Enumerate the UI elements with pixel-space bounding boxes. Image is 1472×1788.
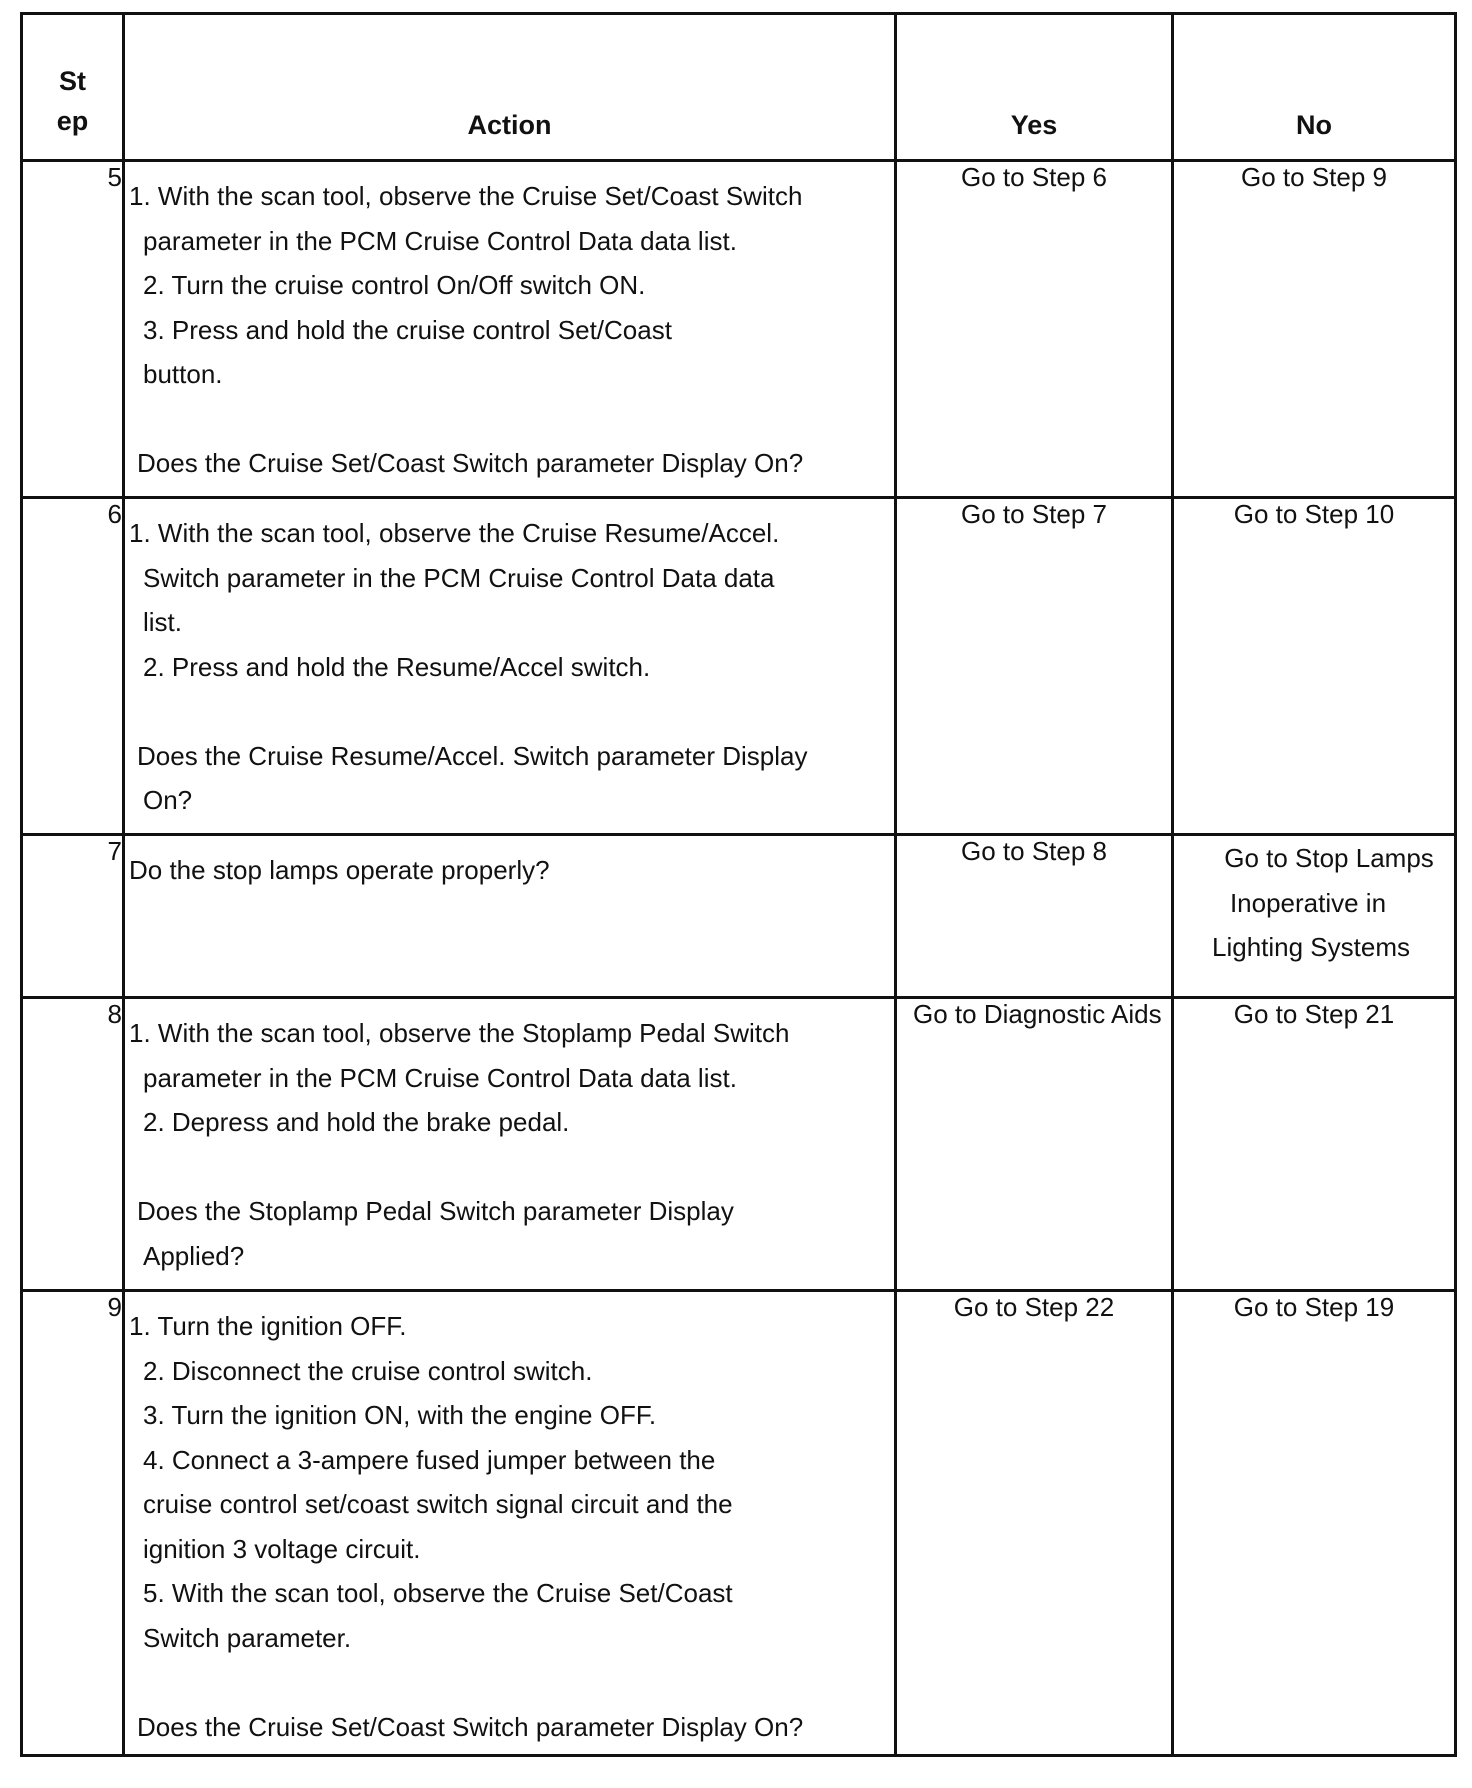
- header-yes: Yes: [896, 14, 1173, 161]
- action-cell: [124, 1291, 896, 1756]
- action-line: 1. With the scan tool, observe the Cruise Resume/Accel.: [129, 518, 780, 548]
- no-line: Lighting Systems: [1212, 932, 1410, 962]
- diagnostic-table: [20, 12, 1457, 1757]
- yes-cell: Go to Step 22: [896, 1291, 1173, 1756]
- yes-cell: [896, 998, 1173, 1291]
- action-line: parameter in the PCM Cruise Control Data data list.: [143, 225, 737, 256]
- action-line: 4. Connect a 3-ampere fused jumper between the: [143, 1444, 716, 1475]
- action-line: list.: [143, 607, 182, 637]
- action-question: Do the stop lamps operate properly?: [129, 855, 550, 885]
- action-cell: [124, 835, 896, 998]
- header-row: [22, 14, 1456, 161]
- action-line: ignition 3 voltage circuit.: [143, 1533, 421, 1564]
- table-row: [22, 998, 1456, 1291]
- action-question: On?: [143, 785, 193, 815]
- action-line: 5. With the scan tool, observe the Cruise Set/Coast: [143, 1578, 733, 1608]
- table-row: [22, 498, 1456, 835]
- action-question: Does the Cruise Set/Coast Switch parameter Display On?: [137, 1711, 804, 1742]
- action-question: Does the Stoplamp Pedal Switch parameter Display: [137, 1196, 734, 1226]
- action-line: 1. Turn the ignition OFF.: [129, 1311, 407, 1341]
- step-number: 5: [22, 161, 124, 498]
- action-line: 3. Turn the ignition ON, with the engine OFF.: [143, 1400, 657, 1430]
- yes-cell: Go to Step 8: [896, 835, 1173, 998]
- action-question: Does the Cruise Set/Coast Switch parameter Display On?: [137, 448, 804, 478]
- action-line: 2. Turn the cruise control On/Off switch ON.: [143, 270, 646, 300]
- action-line: 2. Disconnect the cruise control switch.: [143, 1355, 593, 1386]
- action-line: button.: [143, 359, 223, 389]
- header-step-line1: St: [59, 66, 86, 96]
- step-number: 6: [22, 498, 124, 835]
- action-question: Does the Cruise Resume/Accel. Switch parameter Display: [137, 740, 808, 771]
- action-cell: [124, 998, 896, 1291]
- yes-cell: Go to Step 7: [896, 498, 1173, 835]
- action-line: [125, 1145, 894, 1190]
- action-question: Applied?: [143, 1240, 245, 1271]
- no-line: Go to Stop Lamps: [1224, 843, 1434, 873]
- action-line: 1. With the scan tool, observe the Cruise Set/Coast Switch: [129, 181, 803, 211]
- table-row: [22, 835, 1456, 998]
- no-cell: [1173, 835, 1456, 998]
- action-cell: [124, 498, 896, 835]
- header-step-line2: ep: [56, 106, 89, 136]
- no-cell: Go to Step 21: [1173, 998, 1456, 1291]
- action-line: [125, 689, 894, 734]
- action-line: 2. Depress and hold the brake pedal.: [143, 1107, 570, 1137]
- action-line: parameter in the PCM Cruise Control Data data list.: [143, 1062, 737, 1093]
- header-no: No: [1173, 14, 1456, 161]
- action-line: Switch parameter.: [143, 1622, 352, 1653]
- action-line: 2. Press and hold the Resume/Accel switch.: [143, 651, 651, 682]
- yes-cell: Go to Step 6: [896, 161, 1173, 498]
- step-number: 8: [22, 998, 124, 1291]
- no-line: Inoperative in: [1229, 887, 1387, 918]
- action-line: cruise control set/coast switch signal circuit and the: [143, 1489, 733, 1519]
- table-row: [22, 1291, 1456, 1756]
- action-cell: [124, 161, 896, 498]
- action-line: [125, 1660, 894, 1705]
- no-cell: Go to Step 9: [1173, 161, 1456, 498]
- action-line: 3. Press and hold the cruise control Set/Coast: [143, 314, 672, 345]
- header-step: [22, 14, 124, 161]
- no-cell: Go to Step 19: [1173, 1291, 1456, 1756]
- action-line: Switch parameter in the PCM Cruise Control Data data: [143, 562, 775, 593]
- step-number: 7: [22, 835, 124, 998]
- step-number: 9: [22, 1291, 124, 1756]
- no-cell: Go to Step 10: [1173, 498, 1456, 835]
- table-row: [22, 161, 1456, 498]
- action-line: [125, 397, 894, 442]
- yes-text: Go to Diagnostic Aids: [913, 999, 1162, 1029]
- header-action: Action: [124, 14, 896, 161]
- action-line: 1. With the scan tool, observe the Stoplamp Pedal Switch: [129, 1018, 790, 1048]
